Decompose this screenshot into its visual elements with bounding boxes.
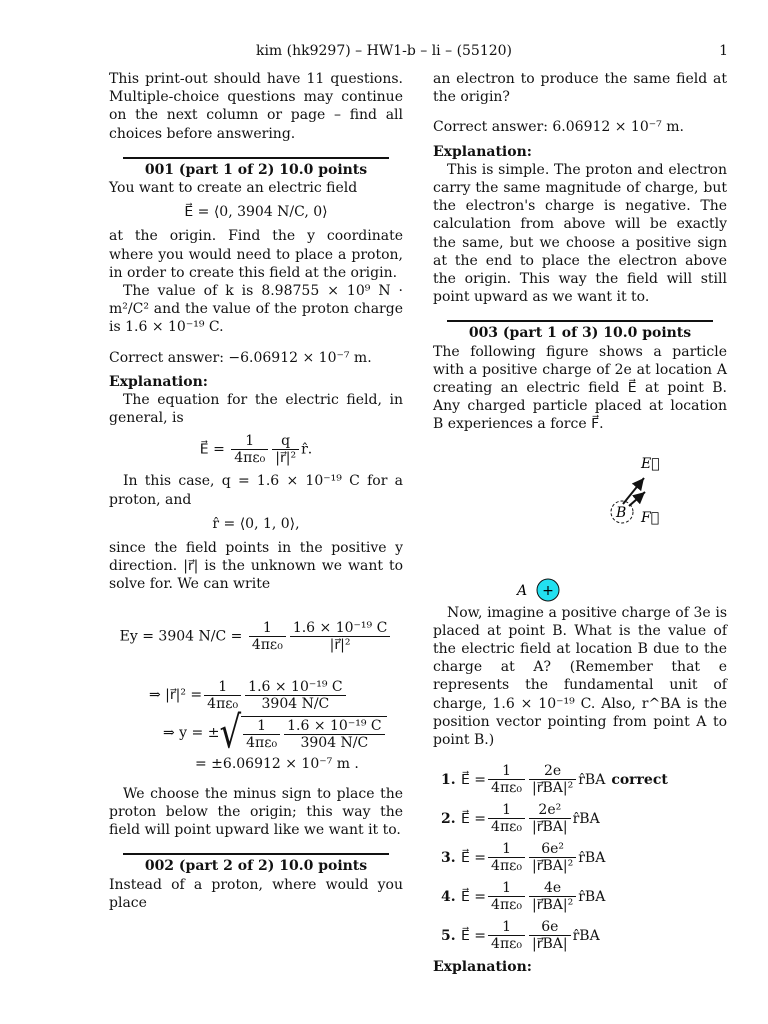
header-title: kim (hk9297) – HW1-b – li – (55120) (255, 43, 513, 59)
frac-k (488, 880, 525, 913)
frac-den: 3904 N/C (261, 695, 330, 712)
frac-den: 4πε₀ (491, 780, 523, 797)
q2-explanation: This is simple. The proton and electron carry the same magnitude of charge, but the electron's charge is negative. The calculation from above will be exactly the same, but we choose a positive sign at the end to place the electron above the origin. This way the field will still point upward as we want it to. (433, 161, 727, 306)
deriv-row2 (163, 707, 403, 760)
choice-2[interactable] (441, 802, 727, 835)
frac-num: 1 (488, 763, 525, 780)
choice-3[interactable] (441, 841, 727, 874)
eq-lhs: E⃗ = (199, 441, 225, 458)
q2-explanation-label: Explanation: (433, 143, 532, 160)
choice-rhat: r̂BA (578, 849, 606, 866)
frac-charge (529, 763, 576, 796)
left-column (109, 70, 403, 912)
frac-den: 4πε₀ (251, 636, 283, 653)
frac-num: 1 (488, 802, 525, 819)
q1-field-eq: E⃗ = ⟨0, 3904 N/C, 0⟩ (184, 204, 328, 221)
q2-answer: Correct answer: 6.06912 × 10⁻⁷ m. (433, 119, 684, 136)
frac-num: 2e² (529, 802, 571, 819)
label-f: F⃗ (641, 509, 660, 526)
choice-tag: correct (611, 771, 668, 788)
choice-5[interactable] (441, 919, 727, 952)
frac-k (231, 433, 268, 466)
label-e: E⃗ (641, 455, 660, 472)
frac-num: 1 (204, 679, 241, 696)
q3-text1: The following figure shows a particle with a positive charge of 2e at location A creating an electric field E⃗ at point B. Any charged particle placed at location B experiences a force F⃗. (433, 343, 727, 433)
frac-num: 1.6 × 10⁻¹⁹ C (245, 679, 346, 696)
choice-rhat: r̂BA (578, 771, 606, 788)
frac-den: |r⃗BA|² (532, 897, 574, 914)
q1-expl2: In this case, q = 1.6 × 10⁻¹⁹ C for a proton, and (109, 473, 403, 508)
frac-num: 1 (243, 718, 280, 735)
q2-heading: 002 (part 2 of 2) 10.0 points (123, 853, 389, 875)
frac-num: q (272, 433, 299, 450)
frac-num: 1 (249, 620, 286, 637)
choice-number: 2. (441, 810, 456, 827)
frac-den: 4πε₀ (207, 695, 239, 712)
choice-rhat: r̂BA (578, 888, 606, 905)
choice-list (433, 763, 727, 952)
frac-num: 2e (529, 763, 576, 780)
frac-den: 4πε₀ (491, 858, 523, 875)
frac-k (488, 763, 525, 796)
label-b: B (616, 504, 627, 521)
label-a: A (517, 582, 528, 599)
frac-num: 1.6 × 10⁻¹⁹ C (284, 718, 385, 735)
frac-den: |r⃗BA|² (532, 858, 574, 875)
frac-num: 6e² (529, 841, 576, 858)
q1-heading: 001 (part 1 of 2) 10.0 points (123, 157, 389, 179)
q2-text-part1: Instead of a proton, where would you place (109, 876, 403, 911)
page-number: 1 (719, 43, 728, 59)
frac-den: 3904 N/C (300, 734, 369, 751)
frac-num: 1 (488, 880, 525, 897)
choice-number: 5. (441, 927, 456, 944)
frac-num: 1 (488, 919, 525, 936)
frac-num: 1 (488, 841, 525, 858)
right-column (433, 70, 727, 976)
choice-lhs: E⃗ = (461, 849, 487, 866)
efield-general-eq (109, 433, 403, 466)
frac-den: 4πε₀ (491, 819, 523, 836)
choice-lhs: E⃗ = (461, 771, 487, 788)
figure-svg (433, 434, 727, 604)
q1-expl1: The equation for the electric field, in general, is (109, 392, 403, 427)
choice-1[interactable] (441, 763, 727, 796)
derivation (109, 679, 403, 773)
frac-num: 6e (529, 919, 571, 936)
frac-k (243, 718, 280, 751)
q1-text3: The value of k is 8.98755 × 10⁹ N · m²/C² and the value of the proton charge is 1.6 × 10⁻¹⁹ C. (109, 283, 403, 336)
q3-explanation-label: Explanation: (433, 959, 532, 976)
frac-q (272, 433, 299, 466)
q3-heading: 003 (part 1 of 3) 10.0 points (447, 320, 713, 342)
choice-rhat: r̂BA (572, 810, 600, 827)
frac-den: |r⃗BA|² (532, 780, 574, 797)
choice-number: 3. (441, 849, 456, 866)
plus-sign: + (542, 582, 554, 599)
eq-rhat: r̂. (301, 441, 313, 458)
q1-expl3: since the field points in the positive y direction. |r⃗| is the unknown we want to solve for. We can write (109, 540, 403, 593)
efield-arrow (623, 478, 644, 504)
frac-den: |r⃗|² (275, 450, 297, 467)
frac-charge (529, 919, 571, 952)
choice-number: 1. (441, 771, 456, 788)
q1-expl4: We choose the minus sign to place the proton below the origin; this way the field will point upward like we want it to. (109, 785, 403, 839)
frac-den: |r⃗|² (329, 636, 351, 653)
frac-charge (245, 679, 346, 712)
frac-den: 4πε₀ (246, 734, 278, 751)
ey-lhs: Ey = 3904 N/C = (119, 628, 243, 645)
frac-den: 4πε₀ (234, 450, 266, 467)
frac-den: |r⃗BA| (532, 819, 568, 836)
q1-explanation-label: Explanation: (109, 373, 208, 390)
choice-lhs: E⃗ = (461, 927, 487, 944)
choice-rhat: r̂BA (572, 927, 600, 944)
frac-charge (284, 718, 385, 751)
frac-den: 4πε₀ (491, 936, 523, 953)
frac-charge (290, 620, 391, 653)
frac-k (488, 802, 525, 835)
choice-number: 4. (441, 888, 456, 905)
deriv-lhs: ⇒ y = ± (163, 725, 220, 742)
frac-num: 4e (529, 880, 576, 897)
q1-text1: You want to create an electric field (109, 180, 358, 197)
deriv-lhs: ⇒ |r⃗|² = (149, 687, 203, 704)
deriv-result: = ±6.06912 × 10⁻⁷ m . (195, 755, 359, 772)
rhat-eq: r̂ = ⟨0, 1, 0⟩, (212, 515, 300, 532)
ey-eq (109, 620, 403, 653)
sqrt-symbol: √ $\frac{1}{\text{4πε₀}}$ $\frac{\text{1.6 × 10⁻¹⁹ C}}{3904 N/C}$ (219, 716, 386, 751)
page-header (0, 42, 768, 62)
frac-num: 1.6 × 10⁻¹⁹ C (290, 620, 391, 637)
choice-4[interactable] (441, 880, 727, 913)
frac-k (488, 919, 525, 952)
frac-charge (529, 802, 571, 835)
intro-text: This print-out should have 11 questions. Multiple-choice questions may continue on the next column or page – find all choices before answering. (109, 71, 403, 142)
q1-text2: at the origin. Find the y coordinate where you would need to place a proton, in order to create this field at the origin. (109, 228, 403, 281)
frac-k (488, 841, 525, 874)
frac-den: 4πε₀ (491, 897, 523, 914)
frac-charge (529, 880, 576, 913)
q1-answer: Correct answer: −6.06912 × 10⁻⁷ m. (109, 349, 372, 366)
frac-den: |r⃗BA| (532, 936, 568, 953)
choice-lhs: E⃗ = (461, 810, 487, 827)
frac-k (249, 620, 286, 653)
frac-charge (529, 841, 576, 874)
q2-text-part2: an electron to produce the same field at the origin? (433, 71, 727, 106)
frac-num: 1 (231, 433, 268, 450)
choice-lhs: E⃗ = (461, 888, 487, 905)
deriv-row1 (149, 679, 403, 712)
charge-figure (433, 434, 727, 604)
q3-text2: Now, imagine a positive charge of 3e is placed at point B. What is the value of the electric field at location B due to the charge at A? (Remember that e represents the fundamental unit of charge, 1.6 × 10⁻¹⁹ C. Also, r^BA is the position vector pointing from point A to point B.) (433, 604, 727, 749)
